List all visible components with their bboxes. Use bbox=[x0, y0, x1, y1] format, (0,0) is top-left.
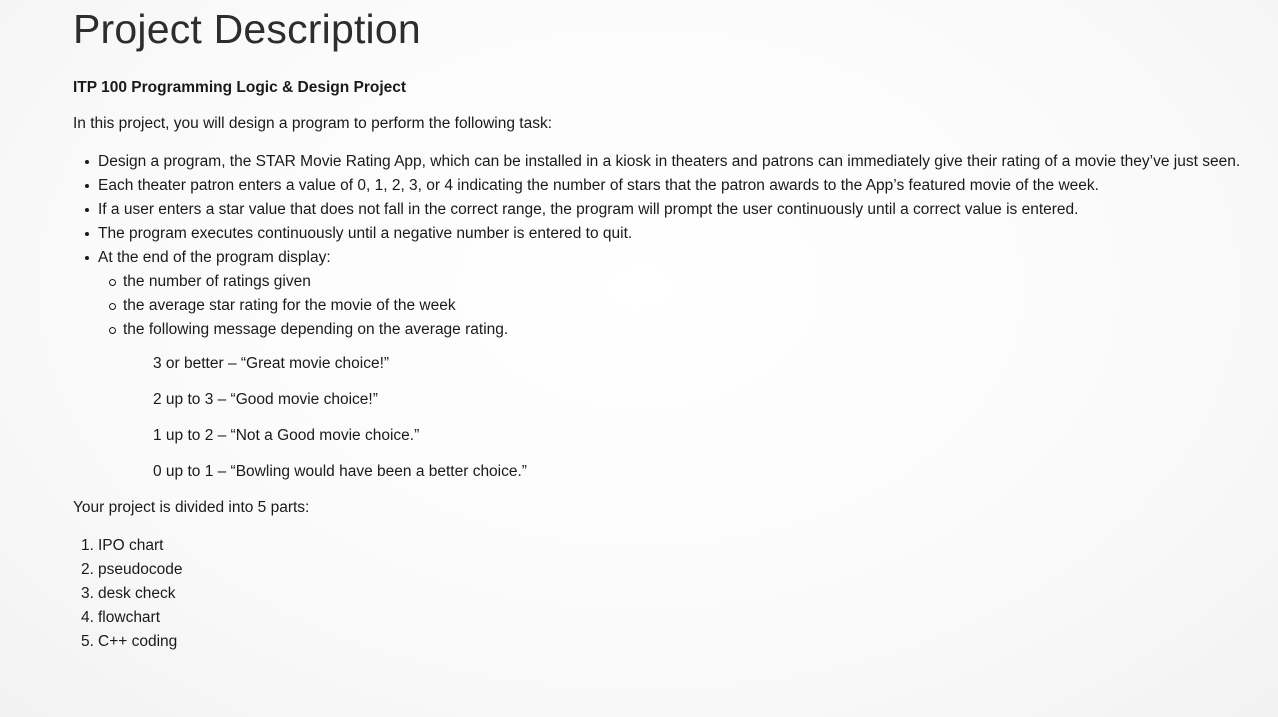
part-item bbox=[81, 558, 183, 582]
rating-messages bbox=[153, 354, 527, 498]
part-label: IPO chart bbox=[98, 537, 164, 554]
part-number: 4. bbox=[81, 609, 94, 626]
task-item: If a user enters a star value that does not fall in the correct range, the program will prompt the user continuously until a correct value is entered. bbox=[98, 198, 1278, 222]
display-sublist bbox=[98, 270, 1278, 342]
parts-intro: Your project is divided into 5 parts: bbox=[73, 499, 310, 516]
task-item: Design a program, the STAR Movie Rating App, which can be installed in a kiosk in theaters and patrons can immediately give their rating of a movie they’ve just seen. bbox=[98, 150, 1278, 174]
page-title: Project Description bbox=[73, 6, 421, 52]
rating-message: 2 up to 3 – “Good movie choice!” bbox=[153, 391, 378, 408]
part-label: desk check bbox=[98, 585, 176, 602]
intro-paragraph: In this project, you will design a program to perform the following task: bbox=[73, 115, 553, 132]
task-item: Each theater patron enters a value of 0, 1, 2, 3, or 4 indicating the number of stars that the patron awards to the App’s featured movie of the week. bbox=[98, 174, 1278, 198]
display-item: the following message depending on the average rating. bbox=[123, 318, 1278, 342]
rating-message: 3 or better – “Great movie choice!” bbox=[153, 355, 390, 372]
display-item: the number of ratings given bbox=[123, 270, 1278, 294]
part-item bbox=[81, 534, 182, 558]
rating-message: 0 up to 1 – “Bowling would have been a better choice.” bbox=[153, 463, 527, 480]
part-number: 2. bbox=[81, 561, 94, 578]
project-subtitle: ITP 100 Programming Logic & Design Project bbox=[73, 79, 407, 96]
task-list bbox=[73, 150, 1278, 342]
part-item bbox=[81, 582, 182, 606]
parts-list bbox=[73, 534, 182, 654]
part-label: pseudocode bbox=[98, 561, 183, 578]
rating-message: 1 up to 2 – “Not a Good movie choice.” bbox=[153, 427, 420, 444]
project-description-page bbox=[73, 0, 1273, 650]
task-item: The program executes continuously until a negative number is entered to quit. bbox=[98, 222, 1278, 246]
part-number: 5. bbox=[81, 633, 94, 650]
part-number: 1. bbox=[81, 537, 94, 554]
task-item-label: At the end of the program display: bbox=[98, 249, 331, 266]
part-item bbox=[81, 630, 182, 654]
part-label: C++ coding bbox=[98, 633, 178, 650]
task-item-display bbox=[98, 246, 1278, 342]
part-number: 3. bbox=[81, 585, 94, 602]
part-item bbox=[81, 606, 182, 630]
display-item: the average star rating for the movie of the week bbox=[123, 294, 1278, 318]
part-label: flowchart bbox=[98, 609, 161, 626]
